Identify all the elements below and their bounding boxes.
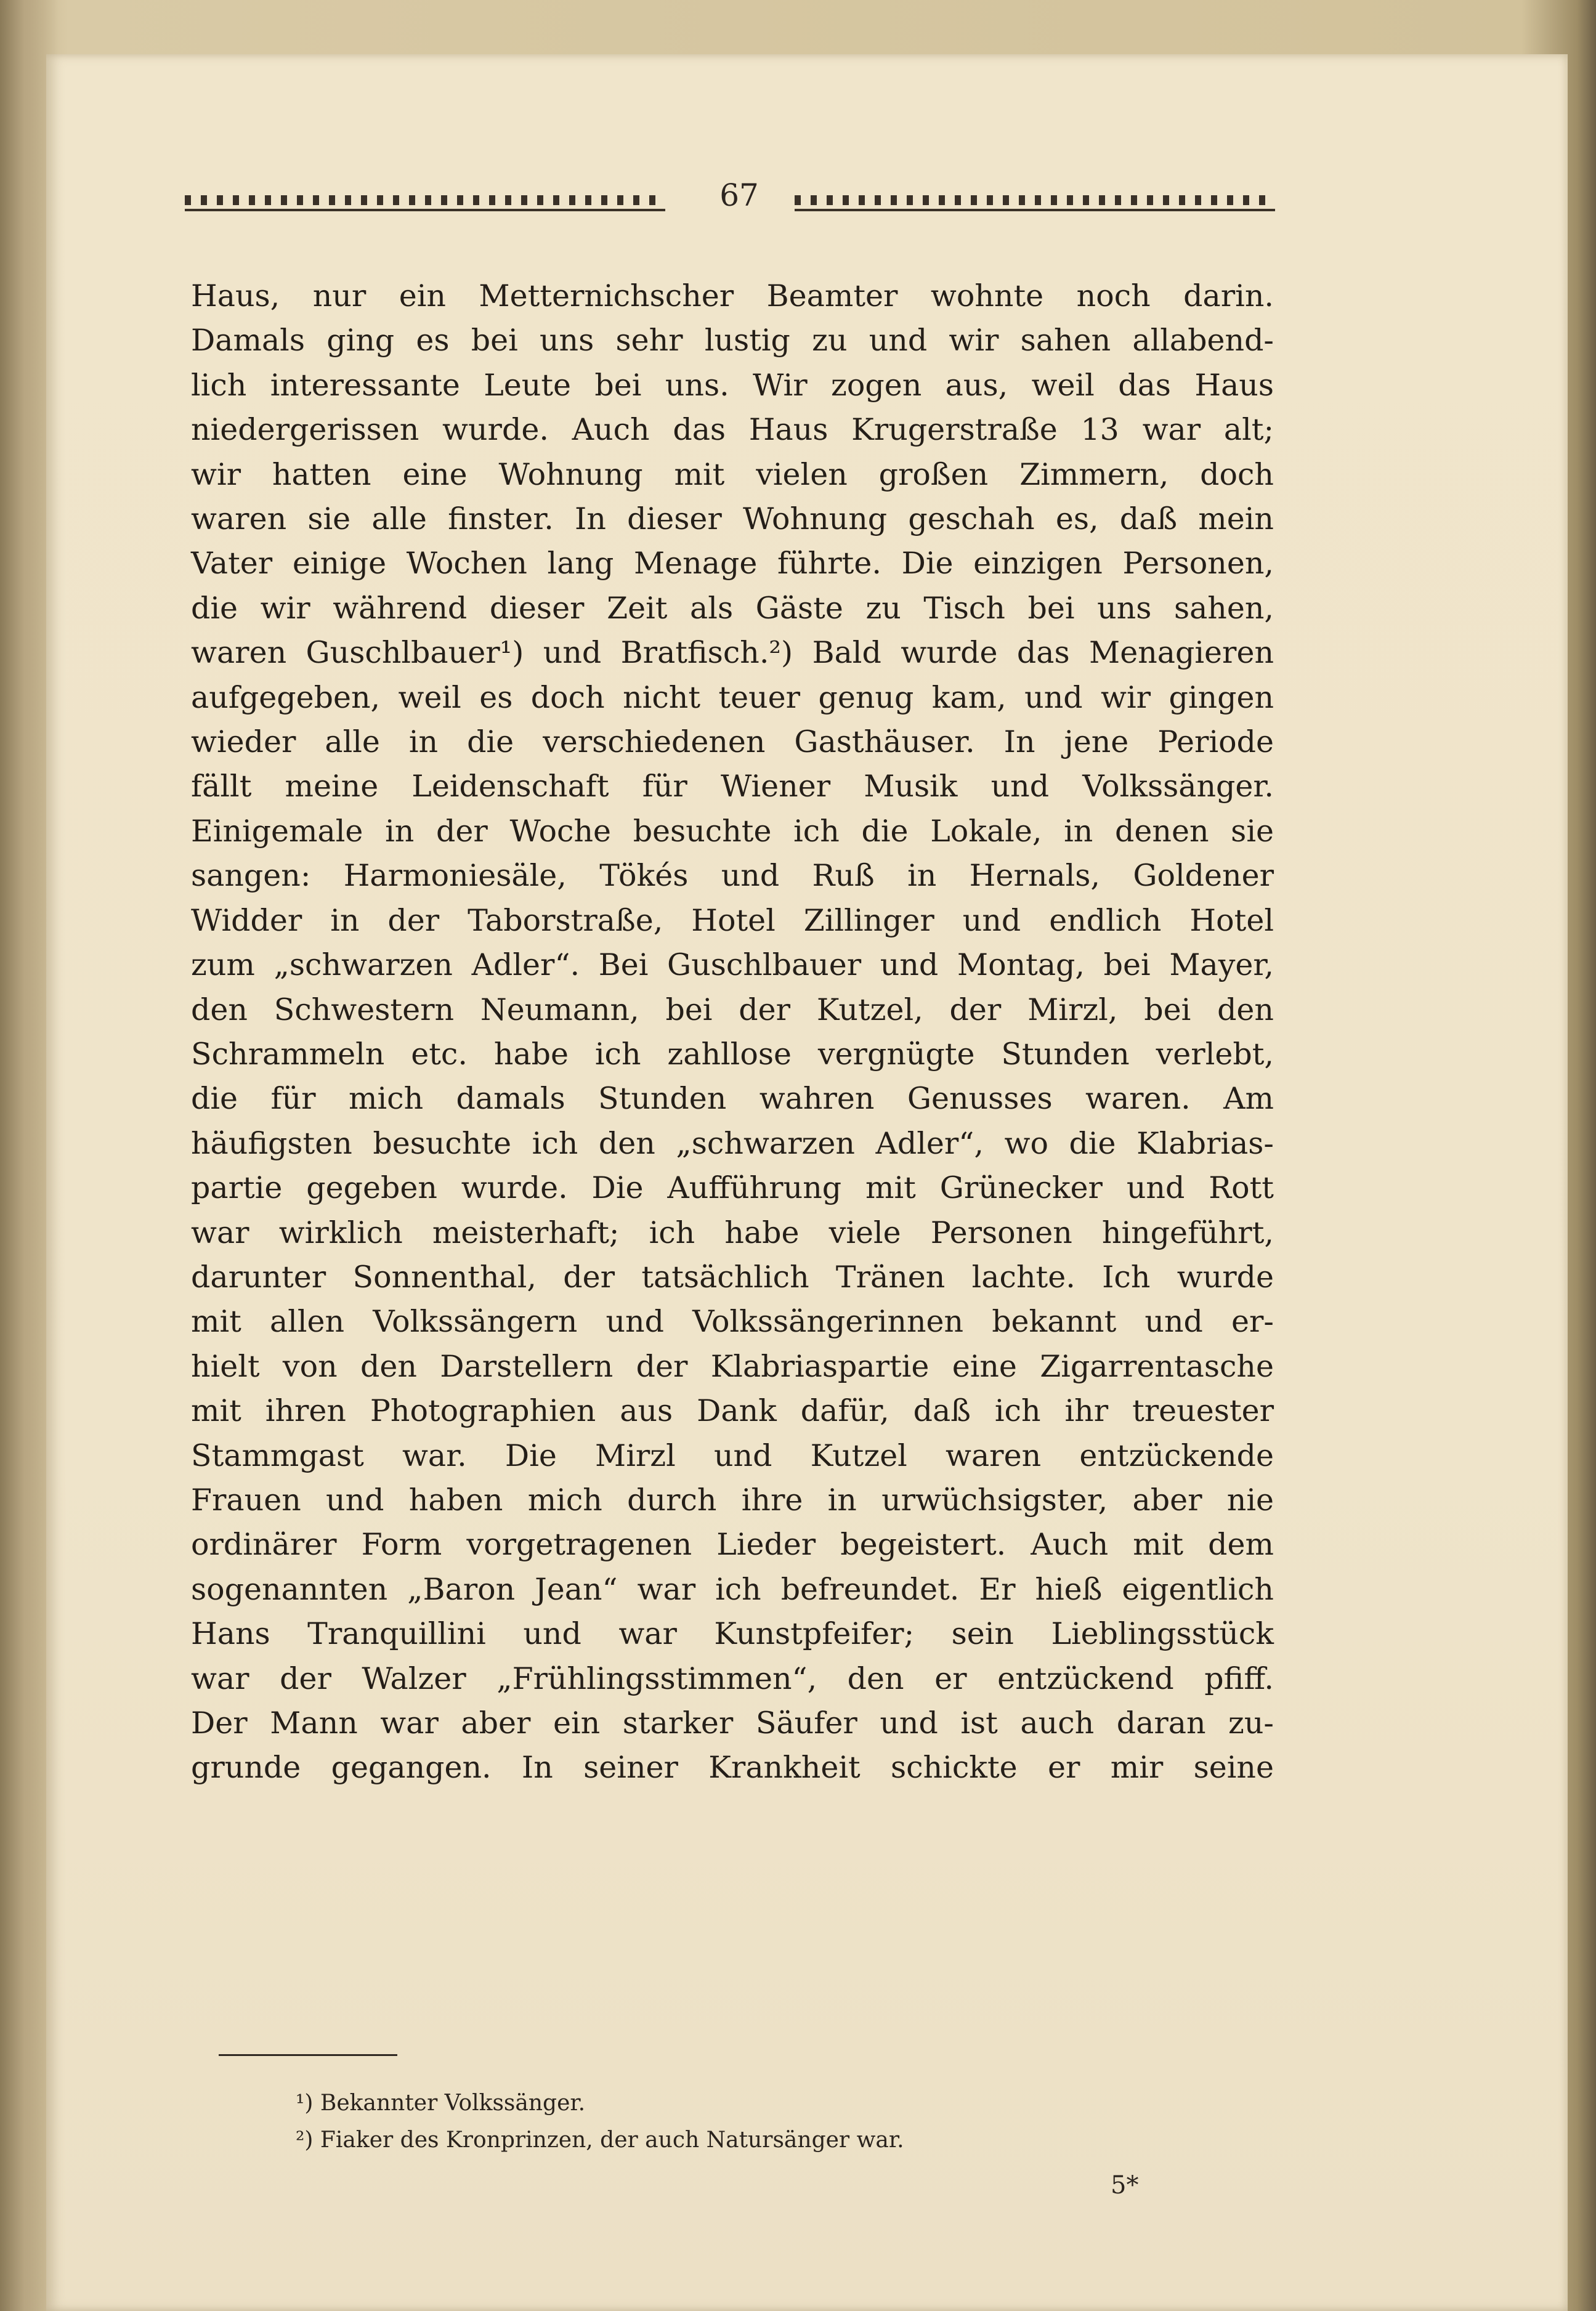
text-line: niedergerissen wurde. Auch das Haus Krugerstraße 13 war alt; bbox=[191, 412, 1274, 448]
text-line: mit ihren Photographien aus Dank dafür, daß ich ihr treuester bbox=[191, 1393, 1274, 1429]
text-line: wieder alle in die verschiedenen Gasthäuser. In jene Periode bbox=[191, 724, 1274, 760]
text-line: sangen: Harmoniesäle, Tökés und Ruß in Hernals, Goldener bbox=[191, 858, 1274, 894]
text-line: sogenannten „Baron Jean“ war ich befreundet. Er hieß eigentlich bbox=[191, 1571, 1274, 1607]
text-line: die wir während dieser Zeit als Gäste zu Tisch bei uns sahen, bbox=[191, 590, 1274, 626]
footnote: ¹) Bekannter Volkssänger. bbox=[296, 2090, 586, 2116]
signature-mark: 5* bbox=[1111, 2171, 1139, 2200]
text-line: Hans Tranquillini und war Kunstpfeifer; sein Lieblingsstück bbox=[191, 1616, 1274, 1652]
text-line: lich interessante Leute bei uns. Wir zogen aus, weil das Haus bbox=[191, 367, 1274, 403]
text-line: hielt von den Darstellern der Klabriaspartie eine Zigarrentasche bbox=[191, 1348, 1274, 1384]
text-line: Stammgast war. Die Mirzl und Kutzel waren entzückende bbox=[191, 1438, 1274, 1473]
text-line: Frauen und haben mich durch ihre in urwüchsigster, aber nie bbox=[191, 1482, 1274, 1518]
text-line: zum „schwarzen Adler“. Bei Guschlbauer und Montag, bei Mayer, bbox=[191, 947, 1274, 983]
text-line: die für mich damals Stunden wahren Genusses waren. Am bbox=[191, 1081, 1274, 1117]
text-line: grunde gegangen. In seiner Krankheit schickte er mir seine bbox=[191, 1750, 1274, 1786]
text-line: aufgegeben, weil es doch nicht teuer genug kam, und wir gingen bbox=[191, 679, 1274, 715]
text-line: ordinärer Form vorgetragenen Lieder begeistert. Auch mit dem bbox=[191, 1527, 1274, 1563]
text-line: darunter Sonnenthal, der tatsächlich Tränen lachte. Ich wurde bbox=[191, 1259, 1274, 1295]
footnotes bbox=[296, 2085, 1220, 2159]
text-line: partie gegeben wurde. Die Aufführung mit Grünecker und Rott bbox=[191, 1170, 1274, 1206]
text-line: Der Mann war aber ein starker Säufer und ist auch daran zu- bbox=[191, 1706, 1274, 1741]
text-line: war der Walzer „Frühlingsstimmen“, den er entzückend pfiff. bbox=[191, 1661, 1274, 1696]
body-text bbox=[191, 274, 1274, 1791]
text-line: Vater einige Wochen lang Menage führte. Die einzigen Personen, bbox=[191, 546, 1274, 581]
text-line: Haus, nur ein Metternichscher Beamter wohnte noch darin. bbox=[191, 278, 1274, 314]
text-line: war wirklich meisterhaft; ich habe viele Personen hingeführt, bbox=[191, 1215, 1274, 1250]
text-line: Einigemale in der Woche besuchte ich die Lokale, in denen sie bbox=[191, 813, 1274, 849]
text-line: fällt meine Leidenschaft für Wiener Musik und Volkssänger. bbox=[191, 769, 1274, 804]
text-line: wir hatten eine Wohnung mit vielen großen Zimmern, doch bbox=[191, 456, 1274, 492]
text-line: waren Guschlbauer¹) und Bratfisch.²) Bald wurde das Menagieren bbox=[191, 635, 1274, 671]
text-line: Schrammeln etc. habe ich zahllose vergnügte Stunden verlebt, bbox=[191, 1036, 1274, 1072]
text-line: häufigsten besuchte ich den „schwarzen Adler“, wo die Klabrias- bbox=[191, 1125, 1274, 1161]
footnote: ²) Fiaker des Kronprinzen, der auch Natursänger war. bbox=[296, 2127, 904, 2153]
page-number: 67 bbox=[719, 177, 759, 213]
text-line: Damals ging es bei uns sehr lustig zu und wir sahen allabend- bbox=[191, 323, 1274, 358]
running-header bbox=[185, 176, 1281, 219]
text-line: Widder in der Taborstraße, Hotel Zillinger und endlich Hotel bbox=[191, 902, 1274, 938]
text-line: mit allen Volkssängern und Volkssängerinnen bekannt und er- bbox=[191, 1304, 1274, 1340]
text-line: waren sie alle finster. In dieser Wohnung geschah es, daß mein bbox=[191, 501, 1274, 537]
text-line: den Schwestern Neumann, bei der Kutzel, der Mirzl, bei den bbox=[191, 992, 1274, 1027]
footnote-divider bbox=[219, 2054, 397, 2056]
header-ornament-right bbox=[795, 184, 1275, 211]
header-ornament-left bbox=[185, 184, 665, 211]
